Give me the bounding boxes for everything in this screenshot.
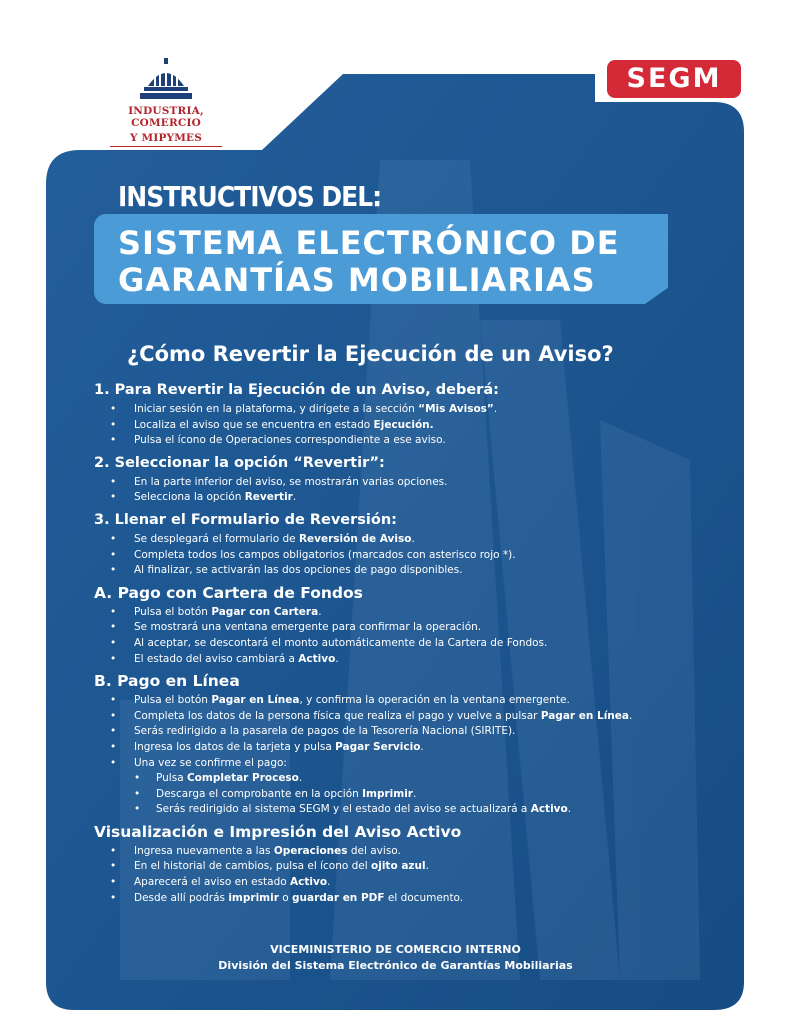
item-text: Iniciar sesión en la plataforma, y dirígete a la sección: [134, 403, 419, 415]
list-item: [94, 709, 734, 725]
item-text: .: [292, 491, 297, 504]
main-question-heading: ¿Cómo Revertir la Ejecución de un Aviso?: [127, 342, 614, 366]
list-item: [94, 859, 734, 875]
emphasized-text: Activo: [530, 803, 568, 816]
item-text: Una vez se confirme el pago:: [134, 756, 287, 769]
item-text: o: [278, 891, 292, 904]
emphasized-text: Pagar con Cartera: [211, 605, 319, 618]
item-text: Aparecerá el aviso en estado: [134, 876, 291, 889]
emphasized-text: Activo: [298, 652, 336, 665]
item-text: .: [327, 876, 331, 889]
instruction-sections: [94, 380, 734, 910]
item-text: Pulsa el ícono de Operaciones correspondiente a ese aviso.: [134, 434, 446, 447]
footer-line-2: División del Sistema Electrónico de Garantías Mobiliarias: [218, 959, 573, 972]
item-text: Selecciona la opción: [134, 491, 245, 504]
item-text: .: [628, 709, 633, 722]
list-item: [94, 563, 734, 579]
list-item: [94, 740, 734, 756]
item-text: , y confirma la operación en la ventana emergente.: [299, 694, 570, 707]
emphasized-text: Pagar en Línea: [540, 709, 629, 722]
logo-text-line-2: Y MIPYMES: [129, 132, 203, 144]
emphasized-text: imprimir: [228, 891, 279, 904]
item-text: Completa todos los campos obligatorios (marcados con asterisco rojo *).: [134, 548, 516, 561]
section-heading: A. Pago con Cartera de Fondos: [94, 583, 363, 602]
item-text: Se mostrará una ventana emergente para confirmar la operación.: [134, 621, 482, 634]
emphasized-text: Ejecución.: [373, 418, 434, 431]
item-text: En el historial de cambios, pulsa el ícono del: [134, 860, 372, 873]
emphasized-text: guardar en PDF: [292, 891, 385, 904]
item-text: Al aceptar, se descontará el monto automáticamente de la Cartera de Fondos.: [134, 636, 548, 649]
item-text: Ingresa nuevamente a las: [134, 844, 274, 857]
list-item: [94, 433, 734, 449]
section-list: [94, 475, 734, 506]
item-text: Serás redirigido a la pasarela de pagos de la Tesorería Nacional (SIRITE).: [134, 725, 516, 738]
item-text: Pulsa el botón: [134, 605, 212, 618]
list-item: [94, 532, 734, 548]
list-item: [94, 490, 734, 506]
item-text: El estado del aviso cambiará a: [134, 652, 299, 665]
section-heading: 3. Llenar el Formulario de Reversión:: [94, 511, 397, 528]
list-item: [94, 402, 734, 418]
item-text: del aviso.: [347, 844, 401, 857]
item-text: Se desplegará el formulario de: [134, 532, 299, 545]
emphasized-text: Pagar Servicio: [335, 740, 421, 753]
emphasized-text: Reversión de Aviso: [298, 532, 412, 545]
item-text: .: [298, 772, 303, 785]
section-list: [94, 605, 734, 667]
item-text: Localiza el aviso que se encuentra en estado: [134, 418, 374, 431]
item-text: .: [412, 787, 417, 800]
title-line-1: SISTEMA ELECTRÓNICO DE: [118, 224, 620, 262]
item-text: el documento.: [384, 891, 464, 904]
item-text: En la parte inferior del aviso, se mostrarán varias opciones.: [134, 475, 448, 488]
list-item: [94, 475, 734, 491]
segm-badge: SEGM: [607, 60, 741, 98]
emphasized-text: Revertir: [244, 491, 293, 504]
list-item: [94, 636, 734, 652]
section-heading: 1. Para Revertir la Ejecución de un Aviso, deberá:: [94, 382, 499, 398]
list-item: [94, 548, 734, 564]
emphasized-text: Activo: [290, 876, 328, 889]
item-text: Ingresa los datos de la tarjeta y pulsa: [134, 740, 336, 753]
document-subtitle: INSTRUCTIVOS DEL:: [118, 180, 382, 213]
item-text: .: [420, 740, 424, 753]
item-text: .: [318, 605, 322, 618]
item-text: Serás redirigido al sistema SEGM y el estado del aviso se actualizará a: [156, 803, 531, 816]
list-item: [94, 693, 734, 709]
list-item: [94, 652, 734, 668]
item-text: Descarga el comprobante en la opción: [156, 787, 363, 800]
section-list: [94, 532, 734, 579]
item-text: .: [493, 403, 498, 415]
footer-line-1: VICEMINISTERIO DE COMERCIO INTERNO: [270, 943, 521, 956]
list-item: [94, 891, 734, 907]
item-text: Al finalizar, se activarán las dos opciones de pago disponibles.: [134, 564, 463, 577]
list-item: [94, 756, 734, 772]
emphasized-text: Completar Proceso: [186, 772, 299, 785]
emphasized-text: ojito azul: [371, 860, 426, 873]
list-item: [94, 620, 734, 636]
list-item: [94, 875, 734, 891]
section-heading: Visualización e Impresión del Aviso Activo: [94, 822, 462, 841]
section-list: [94, 693, 734, 818]
title-line-2: GARANTÍAS MOBILIARIAS: [118, 261, 596, 299]
list-item: [94, 418, 734, 434]
sub-list-item: [94, 787, 734, 803]
list-item: [94, 605, 734, 621]
item-text: Pulsa: [156, 772, 187, 785]
section-list: [94, 844, 734, 906]
sub-list-item: [94, 802, 734, 818]
section-list: [94, 402, 734, 449]
item-text: Desde allí podrás: [134, 891, 229, 904]
logo-text-line-1: INDUSTRIA, COMERCIO: [128, 105, 204, 129]
section-heading: B. Pago en Línea: [94, 672, 240, 691]
emphasized-text: Operaciones: [273, 844, 348, 857]
item-text: Pulsa el botón: [134, 694, 212, 707]
sub-list-item: [94, 771, 734, 787]
list-item: [94, 844, 734, 860]
item-text: .: [567, 803, 572, 816]
list-item: [94, 724, 734, 740]
section-heading: 2. Seleccionar la opción “Revertir”:: [94, 454, 385, 471]
emphasized-text: Pagar en Línea: [211, 694, 300, 707]
item-text: .: [425, 860, 429, 873]
item-text: Completa los datos de la persona física que realiza el pago y vuelve a pulsar: [134, 709, 541, 722]
emphasized-text: Imprimir: [362, 787, 413, 800]
item-text: .: [335, 652, 339, 665]
emphasized-text: “Mis Avisos”: [418, 403, 494, 415]
item-text: .: [411, 532, 415, 545]
